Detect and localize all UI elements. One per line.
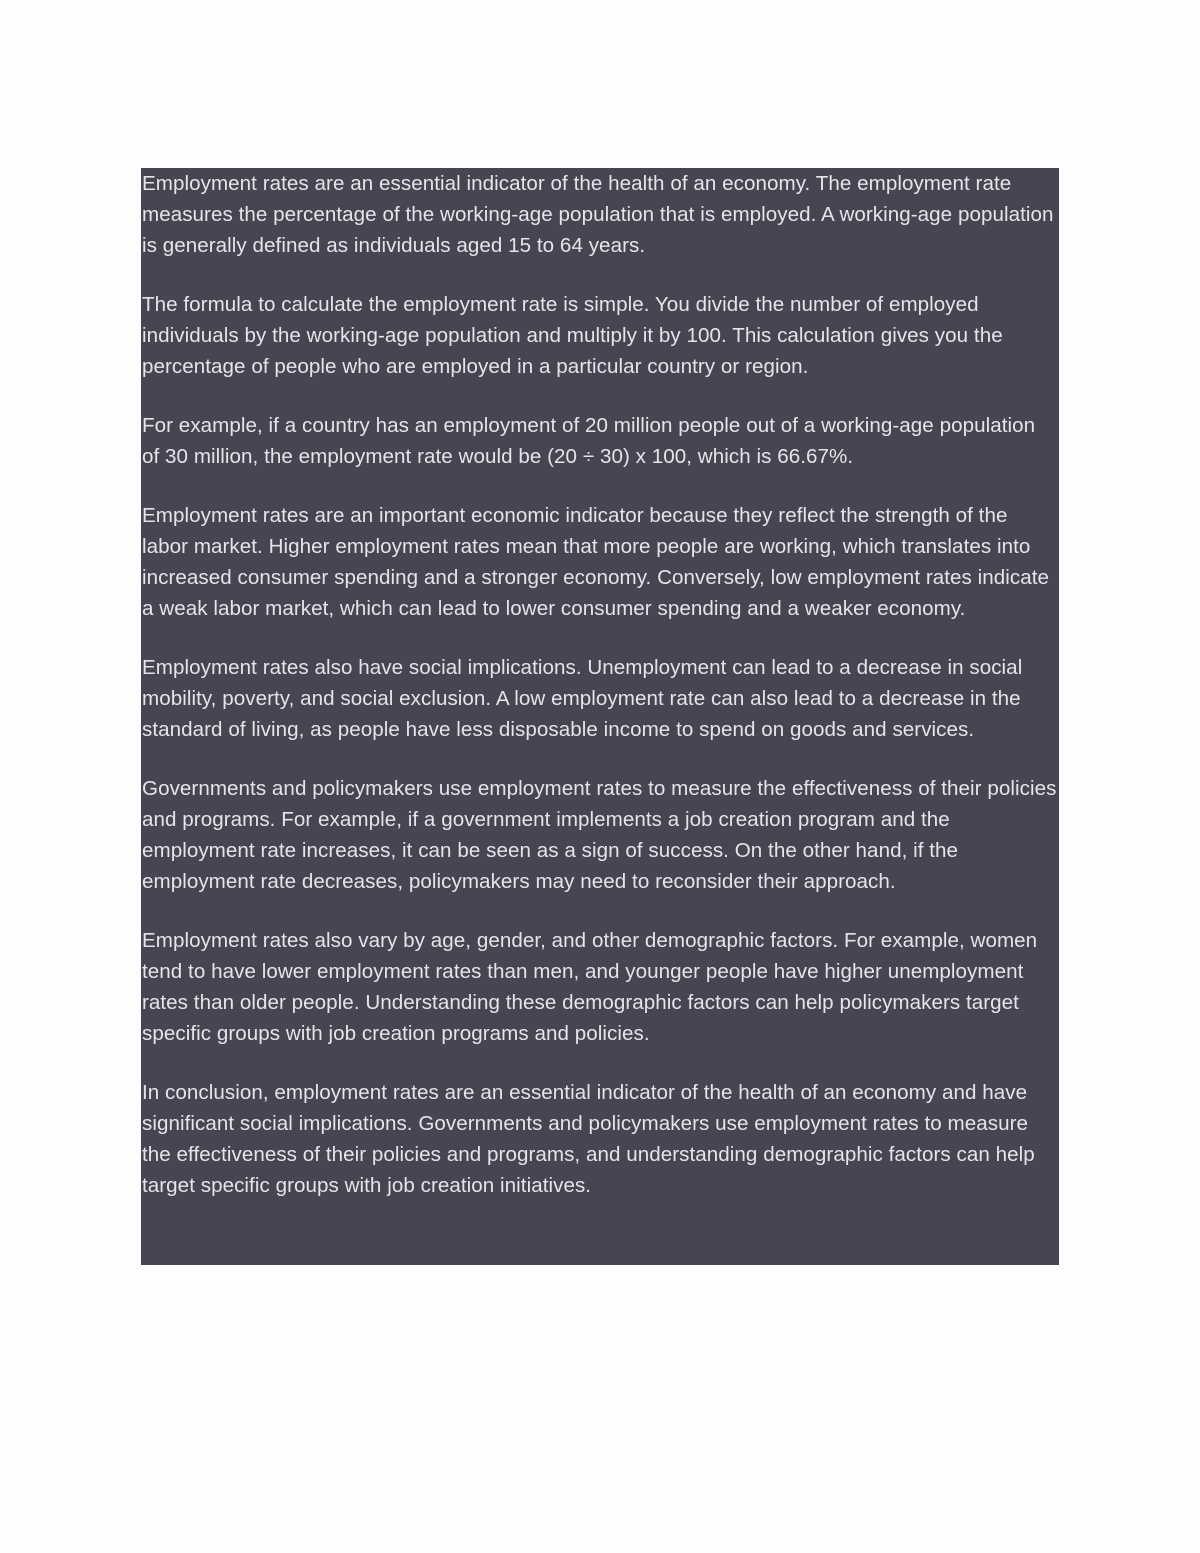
- paragraph-formula: The formula to calculate the employment rate is simple. You divide the number of employed individuals by the working-age population and multiply it by 100. This calculation gives you the percentage of people who are employed in a particular country or region.: [142, 293, 1003, 378]
- paragraph-example: For example, if a country has an employment of 20 million people out of a working-age population of 30 million, the employment rate would be (20 ÷ 30) x 100, which is 66.67%.: [142, 414, 1036, 468]
- paragraph-conclusion: In conclusion, employment rates are an essential indicator of the health of an economy and have significant social implications. Governments and policymakers use employment rates to measure the effectiveness of their policies and programs, and understanding demographic factors can help target specific groups with job creation initiatives.: [142, 1081, 1035, 1197]
- highlighted-text-block: [141, 168, 1059, 1265]
- paragraph-economic-indicator: Employment rates are an important economic indicator because they reflect the strength of the labor market. Higher employment rates mean that more people are working, which translates into increased consumer spending and a stronger economy. Conversely, low employment rates indicate a weak labor market, which can lead to lower consumer spending and a weaker economy.: [142, 504, 1050, 620]
- paragraph-definition: Employment rates are an essential indicator of the health of an economy. The employment rate measures the percentage of the working-age population that is employed. A working-age population is generally defined as individuals aged 15 to 64 years.: [142, 172, 1054, 257]
- paragraph-social-implications: Employment rates also have social implications. Unemployment can lead to a decrease in social mobility, poverty, and social exclusion. A low employment rate can also lead to a decrease in the standard of living, as people have less disposable income to spend on goods and services.: [142, 656, 1023, 741]
- paragraph-policy-use: Governments and policymakers use employment rates to measure the effectiveness of their policies and programs. For example, if a government implements a job creation program and the employment rate increases, it can be seen as a sign of success. On the other hand, if the employment rate decreases, policymakers may need to reconsider their approach.: [142, 777, 1057, 893]
- paragraph-demographics: Employment rates also vary by age, gender, and other demographic factors. For example, women tend to have lower employment rates than men, and younger people have higher unemployment rates than older people. Understanding these demographic factors can help policymakers target specific groups with job creation programs and policies.: [142, 929, 1038, 1045]
